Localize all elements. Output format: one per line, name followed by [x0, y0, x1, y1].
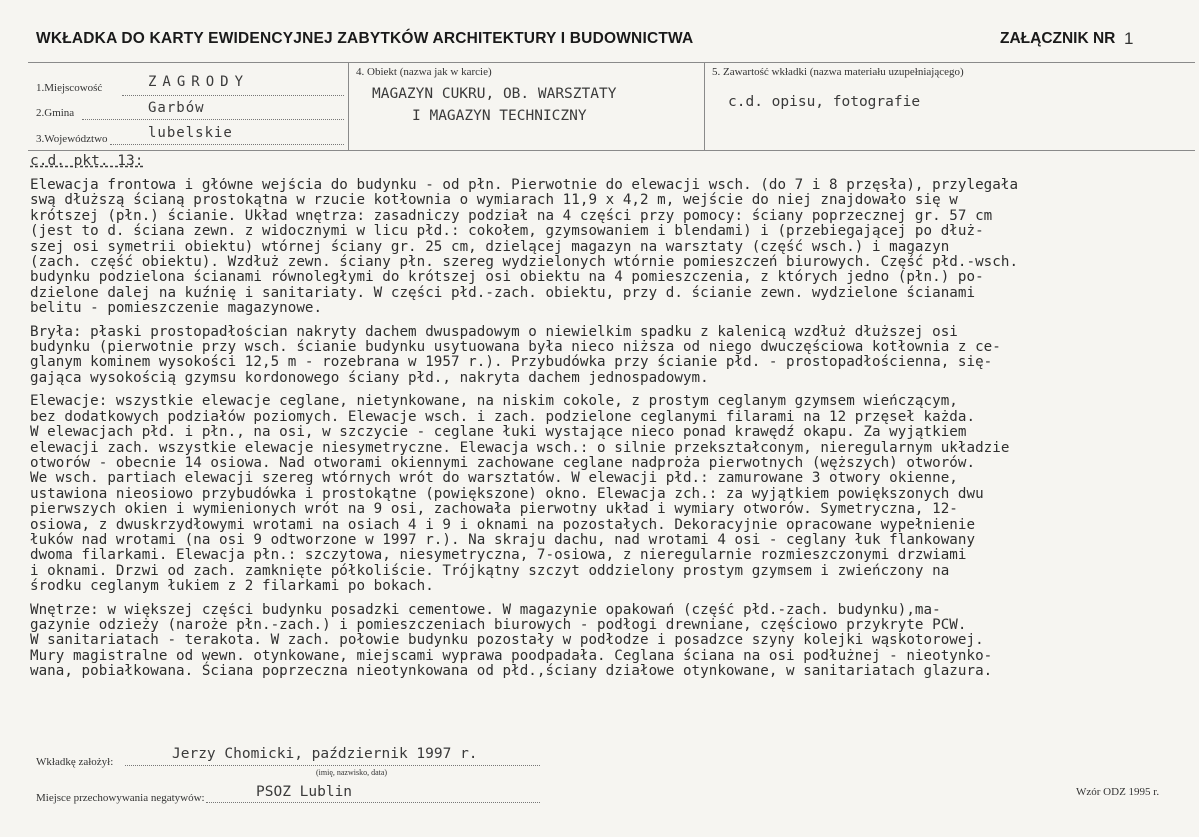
text-line: budynku podzielona ścianami równoległymi do krótszej osi obiektu na 4 pomieszczenia, z których jedno (płn.) po-: [30, 269, 984, 286]
text-line: ustawiona nieosiowo przybudówka i prostokątne (powiększone) okno. Elewacja zch.: za wyjątkiem powiększonych dwu: [30, 485, 984, 502]
paragraph-elevations: [30, 394, 1190, 594]
object-line-2: I MAGAZYN TECHNICZNY: [412, 108, 587, 124]
paragraph-interior: [30, 603, 1190, 680]
text-line: Elewacje: wszystkie elewacje ceglane, nietynkowane, na niskim cokole, z prostym ceglanym gzymsem wieńczącym,: [30, 394, 958, 410]
text-line: bez dodatkowych podziałów poziomych. Elewacje wsch. i zach. podzielone ceglanymi filarami na 12 przęseł każda.: [30, 408, 976, 425]
content-hint-text: (nazwa materiału uzupełniającego): [809, 66, 964, 78]
text-line: otworów - obecnie 14 osiowa. Nad otworami okiennymi zachowane ceglane nadproża pierwotnych (węższych) otworów.: [30, 454, 976, 471]
text-line: osiowa, z dwuskrzydłowymi wrotami na osiach 4 i 9 i oknami na pozostałych. Dekoracyjnie opracowane wypełnienie: [30, 516, 976, 533]
voivodeship-value: lubelskie: [148, 125, 233, 141]
text-line: (zach. część obiektu). Wzdłuż zewn. ściany płn. szereg wydzielonych wtórnie pomieszczeń biurowych. Część płd.-wsch.: [30, 254, 1019, 271]
prepared-by-label: Wkładkę założył:: [36, 756, 114, 768]
object-label-text: 4. Obiekt: [356, 66, 397, 78]
prepared-by-dotline: [125, 765, 540, 766]
annex-label: ZAŁĄCZNIK NR: [1000, 30, 1116, 47]
text-line: budynku (pierwotnie przy wsch. ścianie budynku usytuowana była nieco niższa od niego dwuczęściowa kotłownia z ce-: [30, 339, 1001, 356]
locality-dotline: [122, 95, 344, 96]
commune-dotline: [82, 119, 344, 120]
negatives-storage-label: Miejsce przechowywania negatywów:: [36, 792, 205, 804]
text-line: gająca wysokością gzymsu kordonowego ściany płd., nakryta dachem jednospadowym.: [30, 369, 709, 386]
text-line: dwoma filarkami. Elewacja płn.: szczytowa, niesymetryczna, 7-osiowa, z nieregularnie rozmieszczonymi drzwiami: [30, 547, 967, 564]
negatives-storage-dotline: [206, 802, 540, 803]
object-line-1: MAGAZYN CUKRU, OB. WARSZTATY: [372, 86, 617, 102]
object-label: [356, 66, 492, 78]
text-line: elewacji zach. wszystkie elewacje niesymetryczne. Elewacja wsch.: o silnie przekształconym, nieregularnym układzie: [30, 439, 1010, 456]
text-line: gazynie odzieży (naroże płn.-zach.) i pomieszczeniach biurowych - podłogi drewniane, częściowo przykryte PCW.: [30, 616, 967, 633]
section-heading: c.d. pkt. 13:: [30, 153, 144, 169]
paragraph-massing: [30, 325, 1190, 387]
text-line: swą dłuższą ścianą prostokątna w rzucie kotłownia o wymiarach 11,9 x 4,2 m, wejście do niej znajdowało się w: [30, 192, 958, 209]
content-label-text: 5. Zawartość wkładki: [712, 66, 807, 78]
content-value: c.d. opisu, fotografie: [728, 94, 921, 110]
form-title: WKŁADKA DO KARTY EWIDENCYJNEJ ZABYTKÓW ARCHITEKTURY I BUDOWNICTWA: [36, 30, 694, 47]
box-divider-right: [704, 62, 705, 150]
paragraph-layout: [30, 178, 1190, 317]
text-line: Bryła: płaski prostopadłościan nakryty dachem dwuspadowym o niewielkim spadku z kalenicą wzdłuż dłuższej osi: [30, 324, 958, 340]
form-code: Wzór ODZ 1995 r.: [1076, 786, 1160, 798]
voivodeship-dotline: [110, 144, 344, 145]
text-line: W elewacjach płd. i płn., na osi, w szczycie - ceglane łuki wystające nieco ponad krawędź okapu. Za wyjątkiem: [30, 424, 967, 441]
text-line: środku ceglanym łukiem z 2 filarkami po bokach.: [30, 578, 434, 595]
text-line: We wsch. partiach elewacji szereg wtórnych wrót do warsztatów. W elewacji płd.: zamurowane 3 otwory okienne,: [30, 470, 958, 487]
text-line: dzielone dalej na kuźnię i sanitariaty. W części płd.-zach. obiektu, przy d. ścianie zewn. wydzielone ścianami: [30, 284, 976, 301]
object-hint-text: (nazwa jak w karcie): [399, 66, 492, 78]
text-line: Mury magistralne od wewn. otynkowane, miejscami wyprawa poodpadała. Ceglana ściana na osi podłużnej - nieotynko-: [30, 647, 993, 664]
text-line: wana, pobiałkowana. Ściana poprzeczna nieotynkowana od płd.,ściany działowe otynkowane, w sanitariatach glazura.: [30, 663, 993, 680]
text-line: Elewacja frontowa i główne wejścia do budynku - od płn. Pierwotnie do elewacji wsch. (do 7 i 8 przęsła), przylegała: [30, 178, 1019, 193]
annex-number: 1: [1124, 29, 1134, 48]
content-label: [712, 66, 964, 78]
voivodeship-label: 3.Województwo: [36, 133, 108, 145]
header-rule: [28, 62, 1195, 63]
text-line: Wnętrze: w większej części budynku posadzki cementowe. W magazynie opakowań (część płd.-zach. budynku),ma-: [30, 602, 941, 618]
prepared-by-hint: (imię, nazwisko, data): [316, 768, 388, 777]
commune-value: Garbów: [148, 100, 205, 116]
text-line: krótszej (płn.) ścianie. Układ wnętrza: zasadniczy podział na 4 części przy pomocy: ściany poprzecznej gr. 57 cm: [30, 207, 993, 224]
text-line: glanym kominem wysokości 12,5 m - rozebrana w 1957 r.). Przybudówka przy ścianie płd. - prostopadłościenna, się-: [30, 354, 993, 371]
prepared-by-value: Jerzy Chomicki, październik 1997 r.: [172, 746, 478, 762]
text-line: W sanitariatach - terakota. W zach. połowie budynku pozostały w podłodze i posadzce szyny kolejki wąskotorowej.: [30, 632, 984, 649]
fields-bottom-rule: [28, 150, 1195, 151]
text-line: łuków nad wrotami (na osi 9 odtworzone w 1997 r.). Na skraju dachu, nad wrotami 4 osi - ceglany łuk flankowany: [30, 531, 976, 548]
locality-label: 1.Miejscowość: [36, 82, 103, 94]
text-line: i oknami. Drzwi od zach. zamknięte półkoliście. Trójkątny szczyt oddzielony prostym gzymsem i zwieńczony na: [30, 562, 950, 579]
box-divider-left: [348, 62, 349, 150]
commune-label: 2.Gmina: [36, 107, 75, 119]
text-line: pierwszych okien i wymienionych wrót na 9 osi, zachowała pierwotny układ i wymiary otworów. Symetryczna, 12-: [30, 501, 958, 518]
text-line: (jest to d. ściana zewn. z widocznymi w licu płd.: cokołem, gzymsowaniem i blendami) i (przebiegającej po dłuż-: [30, 223, 984, 240]
text-line: szej osi symetrii obiektu) wtórnej ściany gr. 25 cm, dzielącej magazyn na warsztaty (część wsch.) i magazyn: [30, 238, 950, 255]
description-body: [30, 178, 1190, 688]
locality-value: ZAGRODY: [148, 74, 250, 90]
negatives-storage-value: PSOZ Lublin: [256, 784, 353, 800]
text-line: belitu - pomieszczenie magazynowe.: [30, 300, 323, 317]
